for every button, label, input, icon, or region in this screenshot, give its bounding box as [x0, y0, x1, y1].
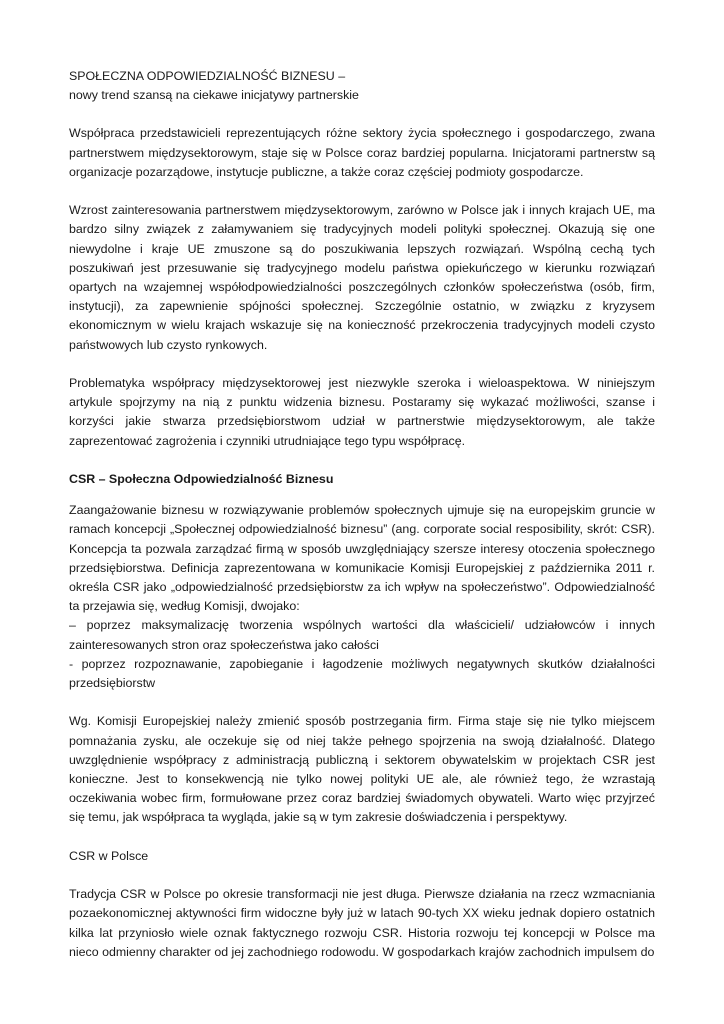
section-heading-csr-poland: CSR w Polsce	[69, 848, 149, 863]
title-line-1: SPOŁECZNA ODPOWIEDZIALNOŚĆ BIZNESU –	[69, 69, 346, 83]
paragraph-scope: Problematyka współpracy międzysektorowej jest niezwykle szeroka i wieloaspektowa. W niniejszym artykule spojrzymy na nią z punktu widzenia biznesu. Postaramy się wykazać możliwości, szanse i korzyści jakie stwarza przedsiębiorstwom udział w partnerstwie międzysektorowym, ale także zaprezentować zagrożenia i czynniki utrudniające tego typu współpracę.	[69, 376, 655, 448]
paragraph-csr-definition	[69, 501, 655, 693]
csr-list-item-2: - poprzez rozpoznawanie, zapobieganie i łagodzenie możliwych negatywnych skutków działalności przedsiębiorstw	[69, 656, 655, 691]
document-title	[69, 67, 655, 105]
title-line-2: nowy trend szansą na ciekawe inicjatywy partnerskie	[69, 88, 359, 103]
csr-list-item-1: – poprzez maksymalizację tworzenia wspólnych wartości dla właścicieli/ udziałowców i innych zainteresowanych stron oraz społeczeństwa jako całości	[69, 618, 655, 652]
section-heading-csr: CSR – Społeczna Odpowiedzialność Biznesu	[69, 472, 334, 487]
paragraph-csr-commission: Wg. Komisji Europejskiej należy zmienić sposób postrzegania firm. Firma staje się nie tylko miejscem pomnażania zysku, ale oczekuje się od niej także pełnego spojrzenia na swoją działalność. Dlatego uwzględnienie współpracy z administracją publiczną i sektorem obywatelskim w projektach CSR jest konieczne. Jest to konsekwencją nie tylko nowej polityki UE ale, ale również tego, że wzrastają oczekiwania wobec firm, formułowane przez coraz bardziej świadomych obywateli. Warto więc przyjrzeć się temu, jak współpraca ta wygląda, jakie są w tym zakresie doświadczenia i perspektywy.	[69, 714, 655, 825]
paragraph-csr-poland: Tradycja CSR w Polsce po okresie transformacji nie jest długa. Pierwsze działania na rzecz wzmacniania pozaekonomicznej aktywności firm widoczne były już w latach 90-tych XX wieku jednak dopiero ostatnich kilka lat przyniosło wiele oznak faktycznego rozwoju CSR. Historia rozwoju tej koncepcji w Polsce ma nieco odmienny charakter od jej zachodniego rodowodu. W gospodarkach krajów zachodnich impulsem do	[69, 887, 655, 959]
paragraph-intro: Współpraca przedstawicieli reprezentujących różne sektory życia społecznego i gospodarczego, zwana partnerstwem międzysektorowym, staje się w Polsce coraz bardziej popularna. Inicjatorami partnerstw są organizacje pozarządowe, instytucje publiczne, a także coraz częściej podmioty gospodarcze.	[69, 126, 655, 179]
csr-definition-text: Zaangażowanie biznesu w rozwiązywanie problemów społecznych ujmuje się na europejskim gruncie w ramach koncepcji „Społecznej odpowiedzialność biznesu” (ang. corporate social resposibility, skrót: CSR). Koncepcja ta pozwala zarządzać firmą w sposób uwzględniający szersze interesy otoczenia społecznego przedsiębiorstwa. Definicja zaprezentowana w komunikacie Komisji Europejskiej z października 2011 r. określa CSR jako „odpowiedzialność przedsiębiorstw za ich wpływ na społeczeństwo”. Odpowiedzialność ta przejawia się, według Komisji, dwojako:	[69, 503, 655, 614]
paragraph-growth: Wzrost zainteresowania partnerstwem międzysektorowym, zarówno w Polsce jak i innych krajach UE, ma bardzo silny związek z załamywaniem się tradycyjnych modeli polityki społecznej. Okazują się one niewydolne i kraje UE zmuszone są do poszukiwania lepszych rozwiązań. Wspólną cechą tych poszukiwań jest przesuwanie się tradycyjnego modelu państwa opiekuńczego w kierunku rozwiązań opartych na wzajemnej współodpowiedzialności poszczególnych członków społeczeństwa (osób, firm, instytucji), za zapewnienie spójności społecznej. Szczególnie ostatnio, w związku z kryzysem ekonomicznym w wielu krajach wskazuje się na konieczność przekroczenia tradycyjnych modeli czysto państwowych lub czysto rynkowych.	[69, 203, 655, 352]
